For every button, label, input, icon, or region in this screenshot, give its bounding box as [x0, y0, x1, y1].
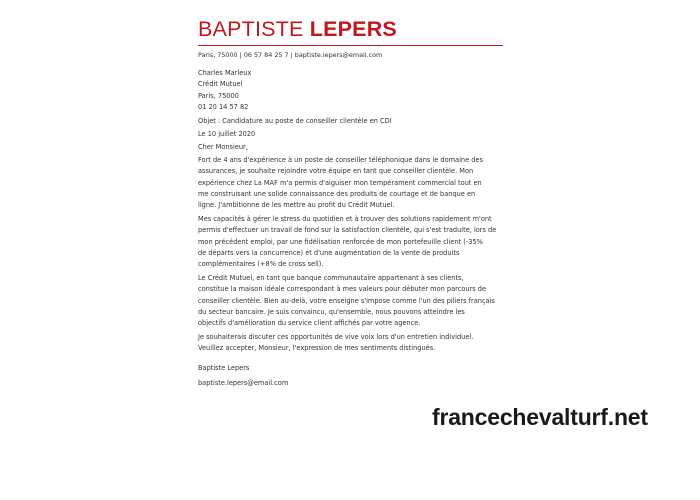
- paragraph-line: complémentaires (+8% de cross sell).: [198, 260, 324, 269]
- paragraph: [198, 214, 504, 270]
- recipient-company: Crédit Mutuel: [198, 80, 243, 89]
- recipient-block: [198, 68, 504, 113]
- first-name: BAPTISTE: [198, 17, 304, 41]
- applicant-name: [198, 16, 504, 42]
- paragraph-line: Mes capacités à gérer le stress du quotidien et à trouver des solutions rapidement m'ont: [198, 215, 492, 224]
- paragraph-line: Le Crédit Mutuel, en tant que banque communautaire appartenant à ses clients,: [198, 274, 464, 283]
- paragraph-line: mon précédent emploi, par une fidélisation renforcée de mon portefeuille client (-35%: [198, 237, 483, 246]
- paragraph-line: Veuillez accepter, Monsieur, l'expression de mes sentiments distingués.: [198, 344, 436, 353]
- paragraph-line: assurances, je souhaite rejoindre votre équipe en tant que conseiller clientèle. Mon: [198, 167, 474, 176]
- paragraph-line: Fort de 4 ans d'expérience à un poste de conseiller téléphonique dans le domaine des: [198, 156, 483, 165]
- recipient-phone: 01 20 14 57 82: [198, 102, 249, 111]
- paragraph-line: ligne. J'ambitionne de les mettre au profit du Crédit Mutuel.: [198, 201, 395, 209]
- paragraph-line: constitue la maison idéale correspondant à mes valeurs pour débuter mon parcours de: [198, 285, 487, 294]
- letter-date: Le 10 juillet 2020: [198, 130, 256, 139]
- greeting: Cher Monsieur,: [198, 143, 248, 152]
- paragraph-line: expérience chez La MAF m'a permis d'aiguiser mon tempérament commercial tout en: [198, 178, 482, 187]
- recipient-name: Charles Marleux: [198, 69, 252, 77]
- paragraph-line: de départs vers la concurrence) et d'une augmentation de la vente de produits: [198, 248, 460, 257]
- recipient-city: Paris, 75000: [198, 91, 239, 100]
- cover-letter: [198, 16, 504, 388]
- paragraph: [198, 332, 504, 354]
- last-name: LEPERS: [309, 17, 397, 41]
- signature-email: baptiste.lepers@email.com: [198, 378, 289, 387]
- paragraph-line: permis d'effectuer un travail de fond sur la satisfaction clientèle, qui s'est traduite, lors de: [198, 226, 497, 235]
- signature-name: Baptiste Lepers: [198, 363, 250, 372]
- paragraph-line: me construisant une solide connaissance des produits de courtage et de banque en: [198, 189, 476, 198]
- contact-line: Paris, 75000 | 06 57 84 25 7 | baptiste.lepers@email.com: [198, 51, 383, 59]
- paragraph: [198, 273, 504, 329]
- paragraph-line: du secteur bancaire. Je suis convaincu, qu'ensemble, nous pouvons atteindre les: [198, 307, 465, 316]
- subject-line: Objet : Candidature au poste de conseiller clientèle en CDI: [198, 117, 392, 126]
- paragraph-line: conseiller clientèle. Bien au-delà, votre enseigne s'impose comme l'un des piliers français: [198, 296, 495, 305]
- paragraph: [198, 155, 504, 211]
- paragraph-line: objectifs d'amélioration du service client affichés par votre agence.: [198, 319, 421, 328]
- paragraph-line: Je souhaiterais discuter ces opportunités de vive voix lors d'un entretien individuel.: [198, 333, 474, 342]
- header-divider: [198, 45, 503, 46]
- watermark: francechevalturf.net: [432, 404, 648, 430]
